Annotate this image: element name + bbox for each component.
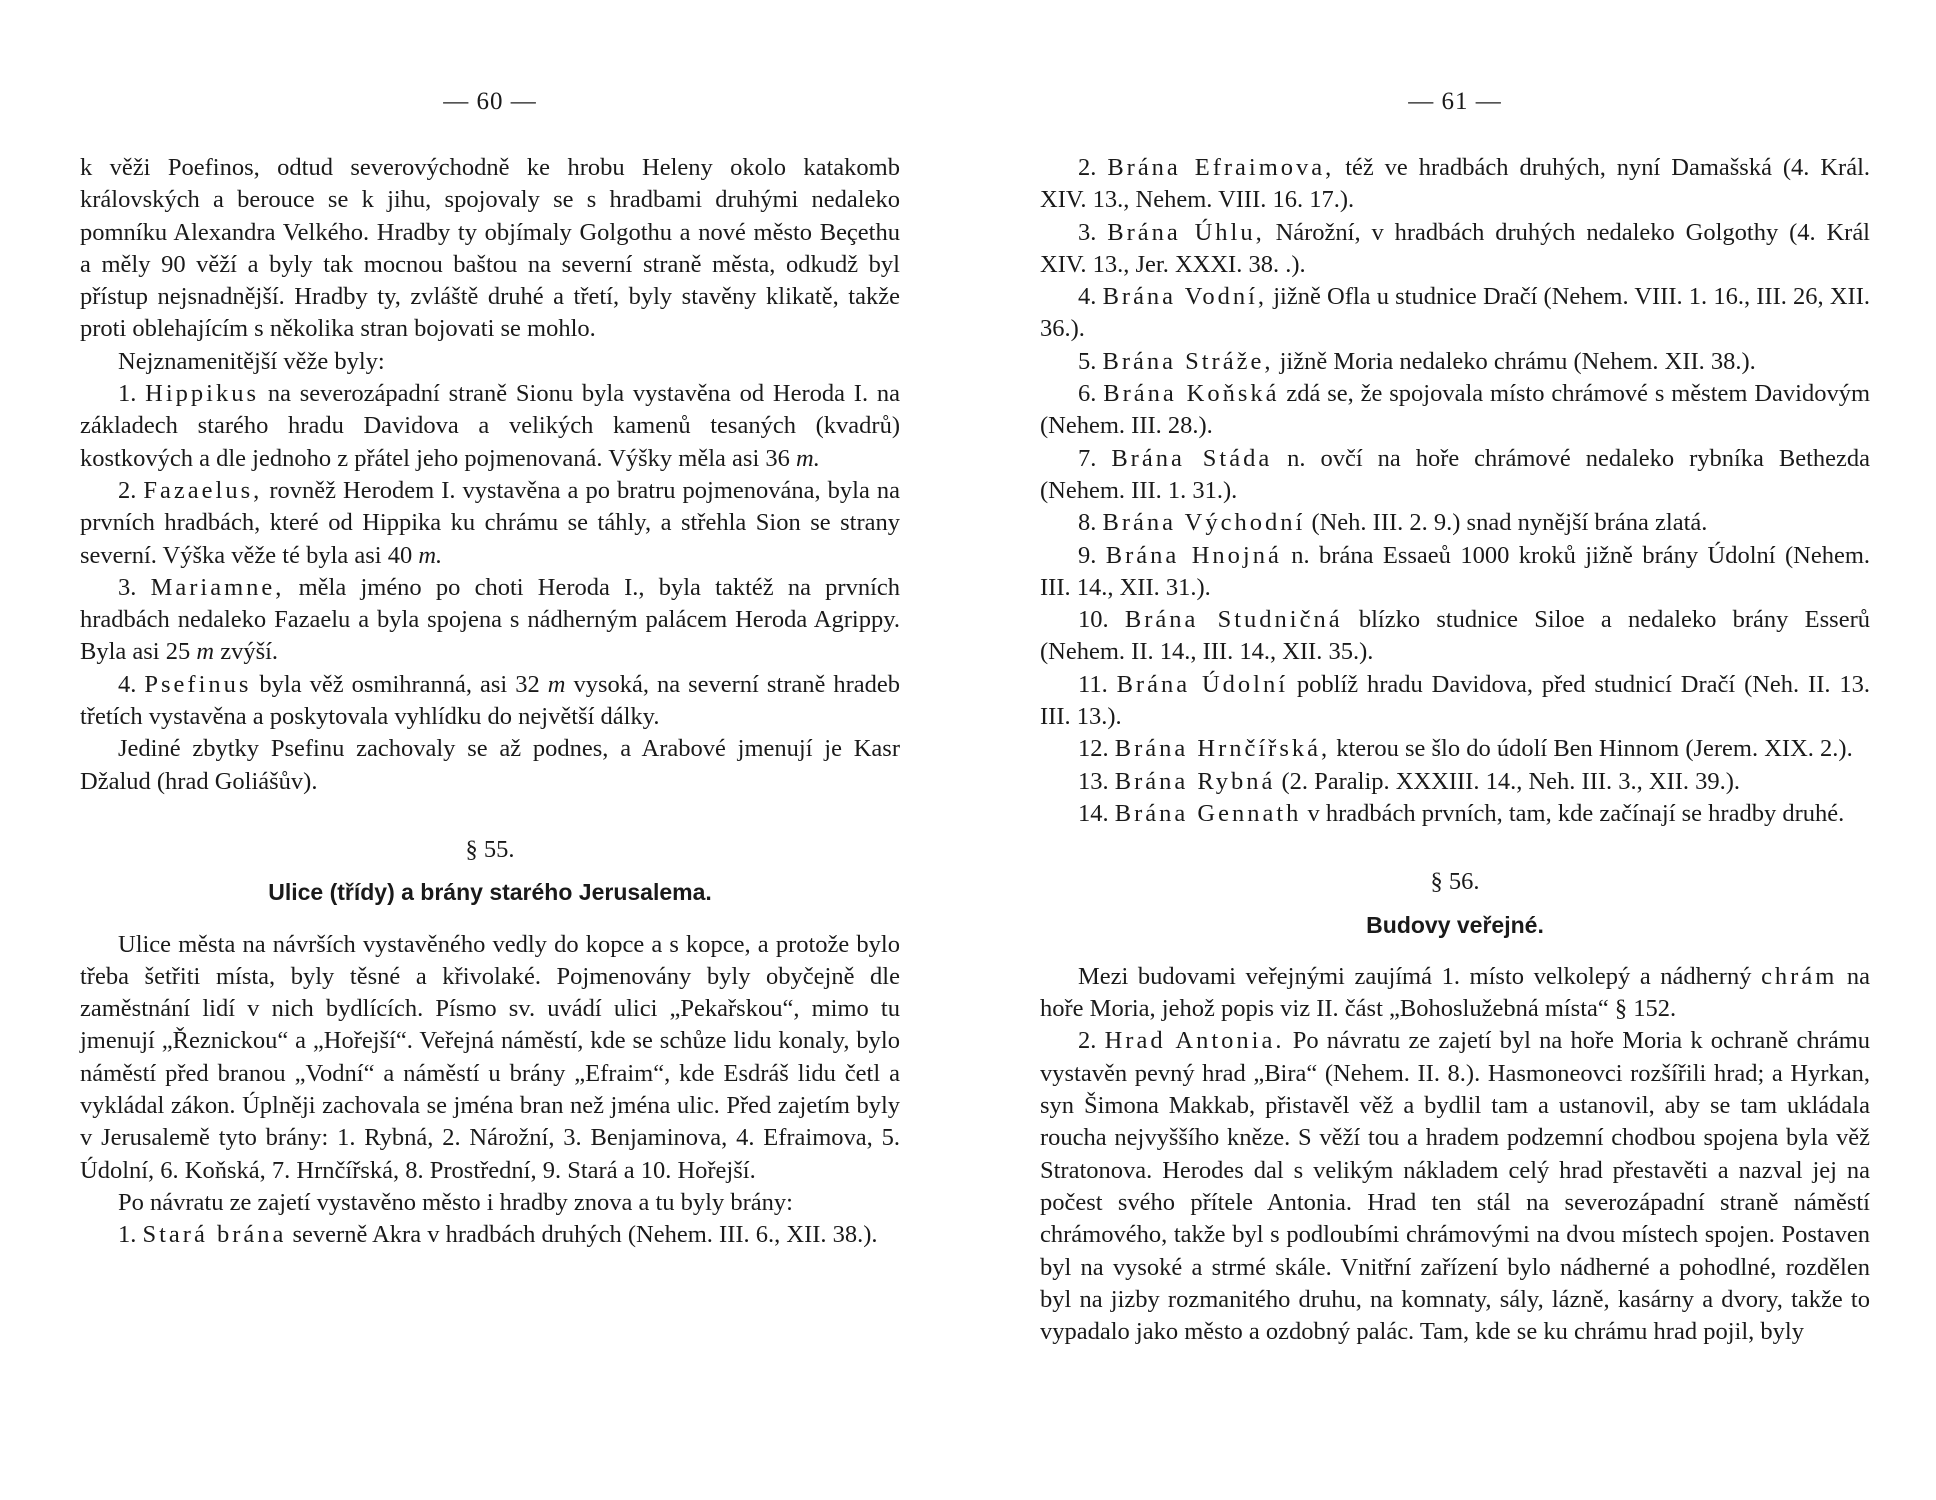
- left-page-text: [80, 152, 900, 1252]
- gate-item: [1040, 346, 1870, 378]
- gate-item: [1040, 766, 1870, 798]
- paragraph: Jediné zbytky Psefinu zachovaly se až podnes, a Arabové jmenují je Kasr Džalud (hrad Goliášův).: [80, 735, 900, 795]
- item-number: 10.: [1078, 606, 1109, 634]
- tower-text: měla jméno po choti Heroda I., byla taktéž na prvních hradbách nedaleko Fazaelu a byla spojena s nádherným palácem Heroda Agrippy. Byla asi 25: [80, 573, 901, 666]
- item-number: 14.: [1078, 799, 1109, 827]
- gate-name: Brána Hrnčířská,: [1114, 735, 1331, 763]
- left-page: [80, 0, 900, 1500]
- tower-name: Psefinus: [144, 670, 252, 698]
- gate-item: [1040, 733, 1870, 765]
- gate-item: [1040, 669, 1870, 734]
- tower-name: Fazaelus,: [143, 476, 263, 504]
- gate-name: Brána Stráže,: [1102, 347, 1274, 375]
- gate-text: poblíž hradu Davidova, před studnicí Dračí (Neh. II. 13. III. 13.).: [1040, 670, 1870, 731]
- item-number: 12.: [1078, 735, 1109, 763]
- gate-name: Brána Koňská: [1103, 380, 1280, 408]
- gate-item: [1040, 281, 1870, 346]
- paragraph: Nejznamenitější věže byly:: [118, 347, 385, 375]
- right-page: [1040, 0, 1870, 1500]
- gate-text: též ve hradbách druhých, nyní Damašská (4. Král. XIV. 13., Nehem. VIII. 16. 17.).: [1040, 154, 1871, 214]
- page-number-right: — 61 —: [1408, 88, 1502, 115]
- item-number: 3.: [118, 573, 137, 601]
- gate-text: blízko studnice Siloe a nedaleko brány Esserů (Nehem. II. 14., III. 14., XII. 35.).: [1040, 606, 1870, 666]
- gate-text: jižně Moria nedaleko chrámu (Nehem. XII. 38.).: [1279, 347, 1756, 375]
- gate-item: [1040, 507, 1870, 539]
- gate-name: Brána Údolní: [1116, 670, 1289, 698]
- gate-name: Brána Vodní,: [1102, 283, 1268, 311]
- gate-item: [1040, 152, 1870, 217]
- gate-item: [1040, 378, 1870, 443]
- item-number: 2.: [1078, 154, 1097, 181]
- item-number: 13.: [1078, 767, 1109, 795]
- item-number: 2.: [1078, 1027, 1097, 1055]
- building-name: chrám: [1761, 962, 1838, 990]
- item-number: 3.: [1078, 218, 1097, 246]
- paragraph: Ulice města na návrších vystavěného vedly do kopce a s kopce, a protože bylo třeba šetřiti místa, byly těsné a křivolaké. Pojmenovány byly obyčejně dle zaměstnání lidí v nich bydlících. Písmo sv. uvádí ulici „Pekařskou“, mimo tu jmenují „Řeznickou“ a „Hořejší“. Veřejná náměstí, kde se schůze lidu konaly, bylo náměstí před branou „Vodní“ a náměstí u brány „Efraim“, kde Esdráš lidu četl a vykládal zákon. Úplněji zachovala se jména bran než jména ulic. Před zajetím byly v Jerusalemě tyto brány: 1. Rybná, 2. Nárožní, 3. Benjaminova, 4. Efraimova, 5. Údolní, 6. Koňská, 7. Hrnčířská, 8. Prostřední, 9. Stará a 10. Hořejší.: [80, 930, 900, 1184]
- tower-text: na severozápadní straně Sionu byla vystavěna od Heroda I. na základech starého hradu Davidova a velikých kamenů tesaných (kvadrů) kostkových a dle jednoho z přátel jeho pojmenovaná. Výšky měla asi 36: [80, 380, 901, 472]
- item-number: 7.: [1078, 444, 1097, 472]
- item-number: 6.: [1078, 380, 1097, 408]
- item-number: 4.: [118, 670, 137, 698]
- unit: m: [196, 638, 215, 666]
- tower-text: zvýší.: [220, 638, 279, 666]
- building-name: Hrad Antonia.: [1104, 1027, 1285, 1055]
- building-temple: [1040, 961, 1870, 1026]
- gate-text: (Neh. III. 2. 9.) snad nynější brána zlatá.: [1311, 509, 1708, 537]
- gate-text: (2. Paralip. XXXIII. 14., Neh. III. 3., XII. 39.).: [1281, 767, 1741, 795]
- item-number: 2.: [118, 476, 137, 504]
- building-text: Po návratu ze zajetí byl na hoře Moria k ochraně chrámu vystavěn pevný hrad „Bira“ (Nehem. II. 8.). Hasmoneovci rozšířili hrad; a Hyrkan, syn Šimona Makkab, přistavěl věž a bydlil tam a ustanovil, aby se tam ukládala roucha nejvyššího kněze. S věží tou a hradem podzemní chodbou spojena byla věž Stratonova. Herodes dal s velikým nákladem celý hrad přestavěti a nazval jej na počest svého přítele Antonia. Hrad ten stál na severozápadní straně náměstí chrámového, takže byl s podloubími chrámovými na dvou místech spojen. Postaven byl na vysoké a strmé skále. Vnitřní zařízení bylo nádherné a pohodlné, rozdělen byl na jizby rozmanitého druhu, na komnaty, sály, lázně, kasárny a dvory, takže to vypadalo jako město a ozdobný palác. Tam, kde se ku chrámu hrad pojil, byly: [1040, 1027, 1871, 1346]
- item-number: 11.: [1078, 670, 1108, 698]
- right-page-text: [1040, 152, 1870, 1348]
- page-number-left: — 60 —: [443, 88, 537, 115]
- gate-item: [1040, 540, 1870, 605]
- gate-name: Brána Hnojná: [1105, 541, 1282, 569]
- gate-name: Brána Studničná: [1124, 606, 1343, 634]
- tower-psefinus: [80, 669, 900, 734]
- gate-text: severně Akra v hradbách druhých (Nehem. III. 6., XII. 38.).: [292, 1221, 878, 1249]
- section-heading: Budovy veřejné.: [1366, 911, 1544, 938]
- building-antonia: [1040, 1025, 1870, 1348]
- tower-name: Mariamne,: [150, 573, 285, 601]
- gate-name: Brána Stáda: [1111, 444, 1273, 472]
- building-text: na hoře Moria, jehož popis viz II. část „Bohoslužebná místa“ § 152.: [1040, 962, 1871, 1023]
- gate-text: jižně Ofla u studnice Dračí (Nehem. VIII. 1. 16., III. 26, XII. 36.).: [1040, 283, 1870, 343]
- item-number: 1.: [118, 1221, 137, 1249]
- paragraph: k věži Poefinos, odtud severovýchodně ke hrobu Heleny okolo katakomb královských a berouce se k jihu, spojovaly se s hradbami druhými nedaleko pomníku Alexandra Velkého. Hradby ty objímaly Golgothu a nové město Beçethu a měly 90 věží a byly tak mocnou baštou na severní straně města, odkudž byl přístup nejsnadnější. Hradby ty, zvláště druhé a třetí, byly stavěny klikatě, takže proti oblehajícím s několika stran bojovati se mohlo.: [80, 154, 900, 343]
- gate-item: [1040, 217, 1870, 282]
- tower-hippikus: [80, 378, 900, 475]
- gate-text: kterou se šlo do údolí Ben Hinnom (Jerem. XIX. 2.).: [1336, 735, 1853, 763]
- unit: m.: [418, 541, 443, 569]
- gate-text: n. ovčí na hoře chrámové nedaleko rybníka Bethezda (Nehem. III. 1. 31.).: [1040, 444, 1871, 504]
- item-number: 5.: [1078, 347, 1097, 375]
- building-text: Mezi budovami veřejnými zaujímá 1. místo velkolepý a nádherný: [1078, 962, 1752, 990]
- gate-name: Brána Rybná: [1114, 767, 1276, 795]
- gate-name: Brána Úhlu,: [1107, 218, 1265, 246]
- gate-stara: [80, 1219, 900, 1251]
- gate-item: [1040, 604, 1870, 669]
- gate-text: zdá se, že spojovala místo chrámové s městem Davidovým (Nehem. III. 28.).: [1040, 380, 1870, 440]
- item-number: 8.: [1078, 509, 1097, 537]
- gate-item: [1040, 798, 1870, 830]
- tower-name: Hippikus: [145, 380, 260, 408]
- section-number: § 56.: [1430, 868, 1480, 896]
- paragraph: Po návratu ze zajetí vystavěno město i hradby znova a tu byly brány:: [118, 1188, 793, 1216]
- item-number: 1.: [118, 380, 137, 408]
- tower-text: vysoká, na severní straně hradeb třetích vystavěna a poskytovala vyhlídku do největší dálky.: [80, 670, 901, 731]
- item-number: 9.: [1078, 541, 1097, 569]
- unit: m: [547, 670, 566, 698]
- gate-text: Nárožní, v hradbách druhých nedaleko Golgothy (4. Král XIV. 13., Jer. XXXI. 38. .).: [1040, 218, 1870, 278]
- gate-name: Brána Gennath: [1114, 799, 1302, 827]
- section-heading: Ulice (třídy) a brány starého Jerusalema.: [268, 879, 712, 906]
- tower-fazaelus: [80, 475, 900, 572]
- section-number: § 55.: [465, 835, 515, 863]
- item-number: 4.: [1078, 283, 1097, 311]
- gate-name: Brána Efraimova,: [1107, 154, 1335, 181]
- gate-text: n. brána Essaeů 1000 kroků jižně brány Údolní (Nehem. III. 14., XII. 31.).: [1040, 541, 1871, 601]
- tower-mariamne: [80, 572, 900, 669]
- gate-text: v hradbách prvních, tam, kde začínají se hradby druhé.: [1307, 799, 1845, 827]
- tower-text: byla věž osmihranná, asi 32: [259, 670, 540, 698]
- gate-name: Stará brána: [142, 1221, 287, 1249]
- unit: m.: [796, 444, 820, 472]
- gate-item: [1040, 443, 1870, 508]
- gate-list: [1040, 152, 1870, 830]
- tower-text: rovněž Herodem I. vystavěna a po bratru pojmenována, byla na prvních hradbách, které od Hippika ku chrámu se táhly, a střehla Sion se strany severní. Výška věže té byla asi 40: [80, 476, 901, 569]
- gate-name: Brána Východní: [1102, 509, 1306, 537]
